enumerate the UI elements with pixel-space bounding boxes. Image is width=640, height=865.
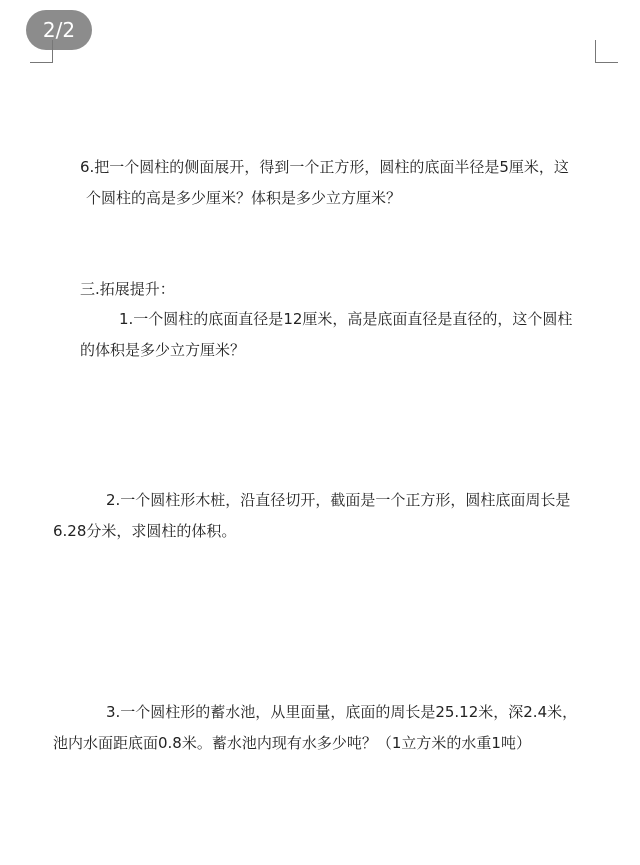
question-6-line-2: 个圆柱的高是多少厘米？体积是多少立方厘米？ bbox=[86, 189, 402, 207]
page-indicator-badge: 2/2 bbox=[26, 10, 92, 50]
section-3-question-3-line-1: 3.一个圆柱形的蓄水池，从里面量，底面的周长是25.12米，深2.4米， bbox=[106, 703, 578, 721]
section-3-question-1-line-2: 的体积是多少立方厘米？ bbox=[80, 341, 246, 359]
section-3-question-2-line-1: 2.一个圆柱形木桩，沿直径切开，截面是一个正方形，圆柱底面周长是 bbox=[106, 491, 571, 509]
top-left-margin-mark bbox=[30, 40, 53, 63]
question-6-line-1: 6.把一个圆柱的侧面展开，得到一个正方形，圆柱的底面半径是5厘米，这 bbox=[80, 158, 569, 176]
section-3-heading: 三.拓展提升： bbox=[80, 280, 175, 298]
section-3-question-2-line-2: 6.28分米，求圆柱的体积。 bbox=[53, 522, 237, 540]
section-3-question-1-line-1: 1.一个圆柱的底面直径是12厘米，高是底面直径是直径的，这个圆柱 bbox=[119, 310, 573, 328]
section-3-question-3-line-2: 池内水面距底面0.8米。蓄水池内现有水多少吨？（1立方米的水重1吨） bbox=[53, 734, 531, 752]
top-right-margin-mark bbox=[595, 40, 618, 63]
